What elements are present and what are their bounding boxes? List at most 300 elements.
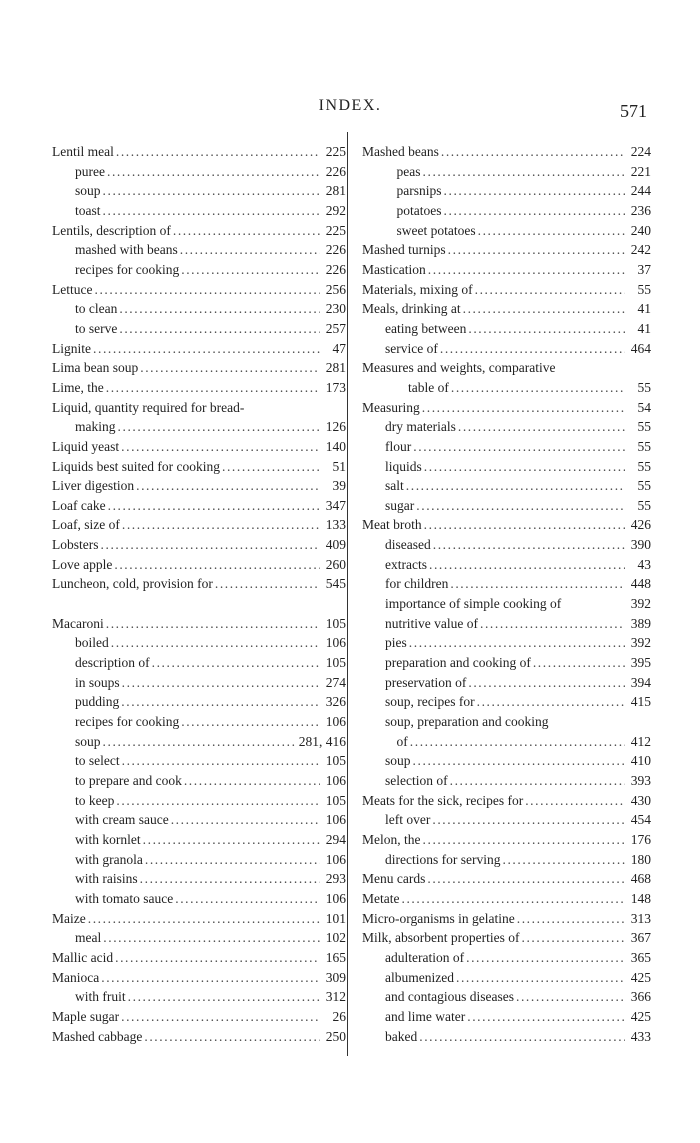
- entry-text: dry materials: [385, 419, 456, 435]
- dot-leader: [424, 457, 625, 477]
- entry-text: table of: [408, 379, 449, 395]
- entry-page-number: 106: [325, 851, 346, 867]
- index-entry: [362, 791, 651, 811]
- entry-text: mashed with beans: [75, 242, 178, 258]
- dot-leader: [516, 987, 625, 1007]
- dot-leader: [409, 633, 625, 653]
- index-entry: [362, 437, 651, 457]
- entry-page-number: 41: [637, 301, 651, 317]
- entry-page-number: 410: [630, 753, 651, 769]
- dot-leader: [121, 437, 320, 457]
- entry-page-number: 454: [630, 812, 651, 828]
- index-entry: [362, 850, 651, 870]
- index-entry: [362, 673, 651, 693]
- entry-text: diseased: [385, 537, 431, 553]
- entry-page-number: 41: [637, 320, 651, 336]
- dot-leader: [106, 378, 320, 398]
- entry-text: with raisins: [75, 871, 138, 887]
- entry-text: preservation of: [385, 674, 467, 690]
- dot-leader: [456, 968, 625, 988]
- entry-page-number: 133: [325, 517, 346, 533]
- index-entry: [362, 476, 651, 496]
- entry-text: recipes for cooking: [75, 714, 180, 730]
- entry-text: Maple sugar: [52, 1008, 120, 1024]
- entry-text: eating between: [385, 320, 467, 336]
- entry-text: Lobsters: [52, 537, 99, 553]
- dot-leader: [427, 869, 625, 889]
- entry-text: Lentils, description of: [52, 222, 171, 238]
- index-entry: [52, 791, 346, 811]
- dot-leader: [114, 555, 320, 575]
- entry-text: with cream sauce: [75, 812, 169, 828]
- entry-page-number: 225: [325, 222, 346, 238]
- dot-leader: [477, 692, 625, 712]
- dot-leader: [416, 496, 625, 516]
- dot-leader: [136, 476, 320, 496]
- entry-page-number: 392: [630, 635, 651, 651]
- entry-text: selection of: [385, 773, 448, 788]
- index-column-right: [362, 142, 651, 1046]
- entry-page-number: 389: [630, 615, 651, 631]
- dot-leader: [175, 889, 320, 909]
- entry-text: Mashed cabbage: [52, 1028, 143, 1044]
- entry-page-number: 105: [325, 792, 346, 808]
- dot-leader: [458, 417, 625, 437]
- dot-leader: [122, 515, 320, 535]
- index-column-left: [52, 142, 346, 1046]
- dot-leader: [108, 496, 320, 516]
- dot-leader: [423, 162, 626, 182]
- index-entry: [52, 221, 346, 241]
- index-entry: [362, 535, 651, 555]
- index-entry: [362, 555, 651, 575]
- index-entry: [362, 889, 651, 909]
- entry-page-number: 180: [630, 851, 651, 867]
- dot-leader: [410, 732, 625, 752]
- index-entry: [362, 751, 651, 771]
- index-entry: [52, 869, 346, 889]
- entry-page-number: 257: [325, 320, 346, 336]
- entry-text: Measuring: [362, 399, 420, 415]
- entry-page-number: 105: [325, 753, 346, 769]
- running-header: INDEX.: [318, 97, 382, 114]
- entry-page-number: 106: [325, 714, 346, 730]
- entry-text: service of: [385, 340, 438, 356]
- index-entry: [362, 909, 651, 929]
- entry-text: meal: [75, 930, 102, 946]
- entry-page-number: 226: [325, 242, 346, 258]
- entry-text: Liquids best suited for cooking: [52, 458, 220, 474]
- index-entry: [362, 319, 651, 339]
- dot-leader: [101, 535, 321, 555]
- entry-page-number: 244: [630, 183, 651, 199]
- index-entry: [52, 358, 346, 378]
- dot-leader: [107, 162, 320, 182]
- dot-leader: [140, 358, 320, 378]
- dot-leader: [533, 653, 625, 673]
- entry-page-number: 393: [630, 773, 651, 788]
- entry-page-number: 221: [630, 163, 651, 179]
- entry-text: Meals, drinking at: [362, 301, 461, 317]
- entry-page-number: 176: [630, 831, 651, 847]
- entry-page-number: 43: [637, 556, 651, 572]
- dot-leader: [406, 476, 625, 496]
- dot-leader: [143, 830, 320, 850]
- entry-text: soup, recipes for: [385, 694, 475, 710]
- index-entry: [52, 339, 346, 359]
- dot-leader: [93, 339, 320, 359]
- index-entry: [362, 162, 651, 182]
- index-entry: [362, 496, 651, 516]
- entry-page-number: 347: [325, 497, 346, 513]
- entry-page-number: 274: [325, 674, 346, 690]
- dot-leader: [432, 810, 625, 830]
- entry-page-number: 39: [332, 478, 346, 494]
- index-entry: [362, 358, 651, 378]
- dot-leader: [94, 280, 320, 300]
- entry-text: soup, preparation and cooking: [385, 714, 549, 730]
- entry-page-number: 292: [325, 202, 346, 218]
- dot-leader: [181, 712, 320, 732]
- index-entry: [362, 378, 651, 398]
- entry-page-number: 293: [325, 871, 346, 887]
- index-entry: [362, 869, 651, 889]
- index-entry: [362, 457, 651, 477]
- dot-leader: [121, 692, 320, 712]
- index-entry: [52, 653, 346, 673]
- entry-page-number: 313: [630, 910, 651, 926]
- entry-text: Micro-organisms in gelatine: [362, 910, 515, 926]
- index-entry: [52, 928, 346, 948]
- entry-text: Menu cards: [362, 871, 426, 887]
- entry-text: flour: [385, 438, 412, 454]
- index-entry: [52, 850, 346, 870]
- dot-leader: [118, 417, 321, 437]
- dot-leader: [122, 673, 320, 693]
- index-entry: [52, 712, 346, 732]
- index-entry: [52, 751, 346, 771]
- entry-page-number: 224: [630, 144, 651, 159]
- entry-text: potatoes: [396, 202, 442, 218]
- dot-leader: [429, 555, 625, 575]
- dot-leader: [106, 614, 320, 634]
- entry-page-number: 37: [637, 261, 651, 277]
- dot-leader: [466, 948, 625, 968]
- entry-page-number: 309: [325, 969, 346, 985]
- dot-leader: [103, 928, 320, 948]
- dot-leader: [184, 771, 320, 791]
- entry-text: of: [396, 733, 408, 749]
- entry-gap: [52, 594, 346, 614]
- index-entry: [52, 1027, 346, 1047]
- entry-text: Lettuce: [52, 281, 93, 297]
- entry-text: soup: [75, 183, 101, 199]
- entry-page-number: 230: [325, 301, 346, 317]
- entry-page-number: 250: [325, 1028, 346, 1044]
- entry-text: and contagious diseases: [385, 989, 514, 1005]
- entry-text: Meats for the sick, recipes for: [362, 792, 524, 808]
- entry-page-number: 226: [325, 261, 346, 277]
- entry-page-number: 242: [630, 242, 651, 258]
- dot-leader: [433, 535, 625, 555]
- entry-text: nutritive value of: [385, 615, 478, 631]
- dot-leader: [116, 791, 320, 811]
- index-entry: [362, 142, 651, 162]
- entry-text: boiled: [75, 635, 109, 651]
- dot-leader: [121, 1007, 320, 1027]
- index-entry: [52, 771, 346, 791]
- index-entry: [362, 280, 651, 300]
- index-entry: [362, 810, 651, 830]
- entry-text: Lentil meal: [52, 144, 114, 159]
- dot-leader: [424, 515, 625, 535]
- dot-leader: [413, 751, 625, 771]
- entry-page-number: 55: [637, 281, 651, 297]
- entry-page-number: 366: [630, 989, 651, 1005]
- entry-text: Macaroni: [52, 615, 104, 631]
- entry-page-number: 225: [325, 144, 346, 159]
- dot-leader: [517, 909, 625, 929]
- index-entry: [362, 594, 651, 614]
- index-entry: [362, 928, 651, 948]
- entry-page-number: 426: [630, 517, 651, 533]
- index-entry: [52, 633, 346, 653]
- index-entry: [52, 673, 346, 693]
- dot-leader: [451, 378, 625, 398]
- entry-text: sweet potatoes: [396, 222, 476, 238]
- dot-leader: [450, 574, 625, 594]
- entry-page-number: 140: [325, 438, 346, 454]
- dot-leader: [215, 574, 320, 594]
- entry-page-number: 430: [630, 792, 651, 808]
- dot-leader: [480, 614, 625, 634]
- index-entry: [52, 201, 346, 221]
- entry-text: with kornlet: [75, 831, 141, 847]
- index-entry: [362, 771, 651, 791]
- entry-page-number: 448: [630, 576, 651, 592]
- entry-text: for children: [385, 576, 449, 592]
- entry-text: salt: [385, 478, 404, 494]
- entry-text: baked: [385, 1028, 418, 1044]
- entry-text: Lima bean soup: [52, 360, 139, 376]
- entry-page-number: 281: [325, 183, 346, 199]
- entry-text: pudding: [75, 694, 120, 710]
- entry-text: Liquid yeast: [52, 438, 120, 454]
- entry-text: Maize: [52, 910, 86, 926]
- entry-page-number: 173: [325, 379, 346, 395]
- dot-leader: [144, 1027, 320, 1047]
- dot-leader: [468, 319, 625, 339]
- index-entry: [362, 987, 651, 1007]
- entry-text: Mallic acid: [52, 949, 114, 965]
- index-entry: [52, 574, 346, 594]
- entry-page-number: 256: [325, 281, 346, 297]
- entry-text: parsnips: [396, 183, 442, 199]
- index-entry: [362, 240, 651, 260]
- entry-page-number: 55: [637, 478, 651, 494]
- entry-text: Mashed beans: [362, 144, 439, 159]
- dot-leader: [152, 653, 320, 673]
- index-entry: [362, 692, 651, 712]
- entry-text: to keep: [75, 792, 115, 808]
- entry-page-number: 394: [630, 674, 651, 690]
- entry-page-number: 365: [630, 949, 651, 965]
- entry-text: Luncheon, cold, provision for: [52, 576, 213, 592]
- dot-leader: [140, 869, 320, 889]
- entry-page-number: 101: [325, 910, 346, 926]
- entry-text: description of: [75, 655, 150, 671]
- dot-leader: [422, 398, 625, 418]
- entry-page-number: 415: [630, 694, 651, 710]
- index-entry: [52, 968, 346, 988]
- entry-text: left over: [385, 812, 431, 828]
- entry-text: Liquid, quantity required for bread-: [52, 399, 245, 415]
- entry-page-number: 464: [630, 340, 651, 356]
- entry-text: making: [75, 419, 116, 435]
- index-entry: [362, 181, 651, 201]
- entry-page-number: 312: [325, 989, 346, 1005]
- index-entry: [52, 535, 346, 555]
- entry-text: adulteration of: [385, 949, 465, 965]
- entry-text: soup: [75, 733, 101, 749]
- index-entry: [362, 574, 651, 594]
- dot-leader: [468, 673, 625, 693]
- index-entry: [52, 299, 346, 319]
- entry-page-number: 165: [325, 949, 346, 965]
- index-entry: [52, 260, 346, 280]
- dot-leader: [440, 339, 625, 359]
- dot-leader: [521, 928, 625, 948]
- index-entry: [52, 142, 346, 162]
- entry-page-number: 392: [630, 596, 651, 612]
- entry-page-number: 260: [325, 556, 346, 572]
- dot-leader: [128, 987, 320, 1007]
- entry-text: with fruit: [75, 989, 126, 1005]
- index-entry: [52, 181, 346, 201]
- entry-text: toast: [75, 202, 101, 218]
- index-entry: [362, 1007, 651, 1027]
- dot-leader: [450, 771, 625, 791]
- dot-leader: [444, 201, 626, 221]
- entry-text: Manioca: [52, 969, 100, 985]
- dot-leader: [145, 850, 320, 870]
- index-entry: [52, 830, 346, 850]
- index-entry: [52, 515, 346, 535]
- entry-text: to prepare and cook: [75, 772, 182, 788]
- entry-page-number: 425: [630, 1008, 651, 1024]
- entry-page-number: 105: [325, 655, 346, 671]
- entry-page-number: 106: [325, 890, 346, 906]
- index-entry: [362, 260, 651, 280]
- index-entry: [52, 1007, 346, 1027]
- entry-page-number: 126: [325, 419, 346, 435]
- dot-leader: [103, 201, 321, 221]
- entry-page-number: 106: [325, 635, 346, 651]
- entry-text: Loaf, size of: [52, 517, 120, 533]
- entry-page-number: 55: [637, 419, 651, 435]
- dot-leader: [423, 830, 626, 850]
- dot-leader: [448, 240, 625, 260]
- page-number: 571: [620, 101, 647, 121]
- index-entry: [362, 968, 651, 988]
- entry-page-number: 409: [325, 537, 346, 553]
- entry-page-number: 55: [637, 438, 651, 454]
- index-entry: [362, 221, 651, 241]
- dot-leader: [116, 142, 320, 162]
- entry-text: and lime water: [385, 1008, 466, 1024]
- dot-leader: [173, 221, 320, 241]
- entry-page-number: 226: [325, 163, 346, 179]
- dot-leader: [467, 1007, 625, 1027]
- entry-page-number: 55: [637, 497, 651, 513]
- index-entry: [52, 909, 346, 929]
- dot-leader: [103, 181, 320, 201]
- entry-page-number: 148: [630, 890, 651, 906]
- entry-page-number: 367: [630, 930, 651, 946]
- dot-leader: [525, 791, 625, 811]
- entry-page-number: 26: [332, 1008, 346, 1024]
- dot-leader: [115, 948, 320, 968]
- index-entry: [52, 555, 346, 575]
- entry-text: soup: [385, 753, 411, 769]
- index-entry: [362, 299, 651, 319]
- entry-text: Metate: [362, 890, 400, 906]
- entry-text: Liver digestion: [52, 478, 135, 494]
- dot-leader: [463, 299, 625, 319]
- index-entry: [52, 280, 346, 300]
- index-entry: [362, 201, 651, 221]
- entry-page-number: 105: [325, 615, 346, 631]
- index-entry: [362, 1027, 651, 1047]
- entry-text: Mastication: [362, 261, 426, 277]
- entry-text: recipes for cooking: [75, 261, 180, 277]
- index-entry: [52, 398, 346, 418]
- entry-text: pies: [385, 635, 407, 651]
- entry-page-number: 240: [630, 222, 651, 238]
- entry-text: to serve: [75, 320, 118, 336]
- entry-page-number: 326: [325, 694, 346, 710]
- index-entry: [52, 319, 346, 339]
- dot-leader: [171, 810, 320, 830]
- entry-page-number: 236: [630, 202, 651, 218]
- entry-page-number: 390: [630, 537, 651, 553]
- index-entry: [362, 732, 651, 752]
- entry-page-number: 106: [325, 812, 346, 828]
- entry-text: extracts: [385, 556, 427, 572]
- dot-leader: [103, 732, 297, 752]
- index-entry: [52, 476, 346, 496]
- entry-text: Love apple: [52, 556, 113, 572]
- dot-leader: [441, 142, 625, 162]
- index-entry: [52, 810, 346, 830]
- index-entry: [52, 948, 346, 968]
- index-entry: [362, 614, 651, 634]
- entry-text: Loaf cake: [52, 497, 106, 513]
- entry-text: puree: [75, 163, 105, 179]
- index-entry: [362, 712, 651, 732]
- index-entry: [362, 633, 651, 653]
- dot-leader: [119, 319, 320, 339]
- entry-text: Materials, mixing of: [362, 281, 473, 297]
- entry-text: albumenized: [385, 969, 454, 985]
- entry-text: liquids: [385, 458, 422, 474]
- entry-text: to select: [75, 753, 120, 769]
- index-entry: [52, 162, 346, 182]
- dot-leader: [180, 240, 320, 260]
- entry-page-number: 106: [325, 772, 346, 788]
- dot-leader: [122, 751, 320, 771]
- index-entry: [52, 987, 346, 1007]
